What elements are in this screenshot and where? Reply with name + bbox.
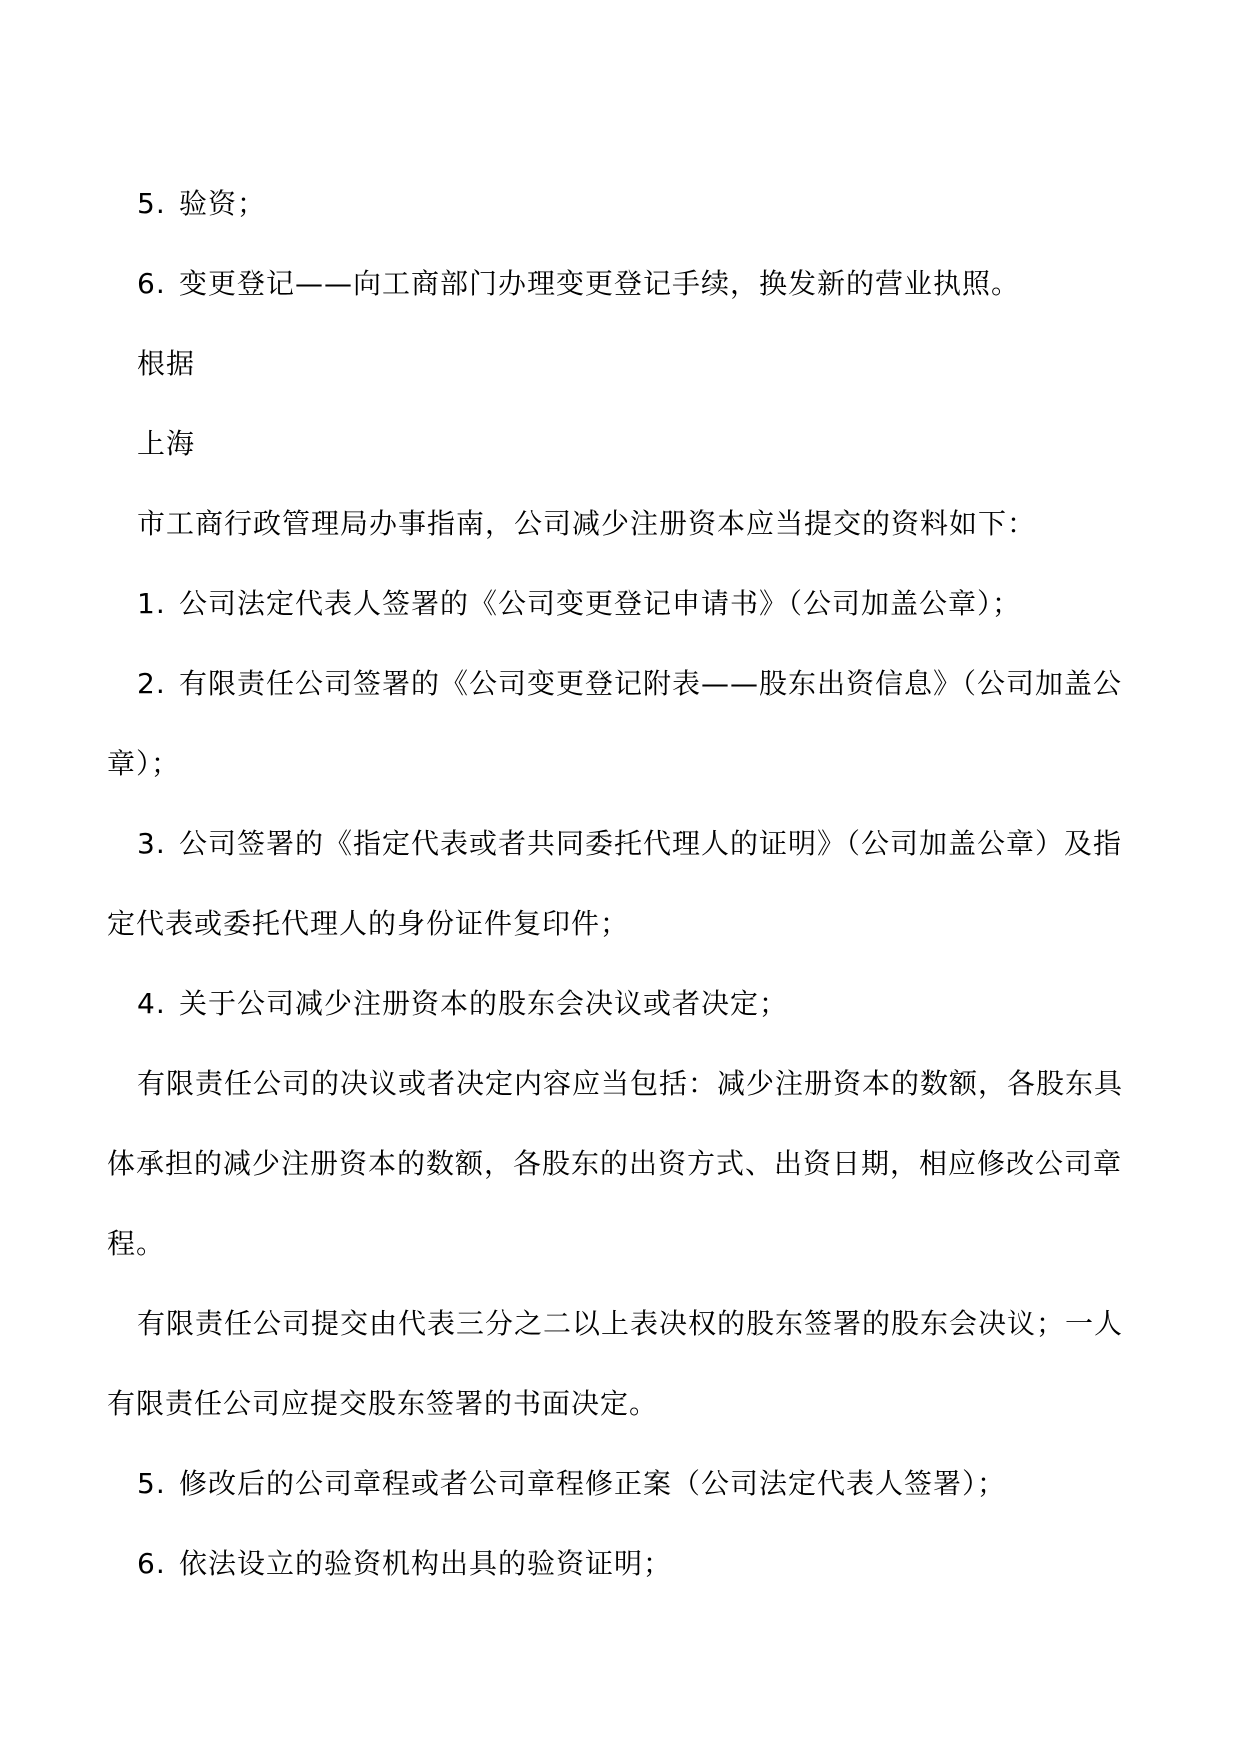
paragraph (107, 484, 1137, 564)
list-item (107, 564, 1137, 644)
item-number: 2. (137, 667, 166, 700)
paragraph-text: 有限责任公司的决议或者决定内容应当包括：减少注册资本的数额，各股东具体承担的减少注册资本的数额，各股东的出资方式、出资日期，相应修改公司章程。 (107, 1067, 1124, 1260)
list-item (107, 644, 1137, 804)
item-text: 修改后的公司章程或者公司章程修正案（公司法定代表人签署）； (179, 1467, 1007, 1500)
document-body (107, 164, 1137, 1604)
item-text: 有限责任公司签署的《公司变更登记附表——股东出资信息》（公司加盖公章）； (107, 667, 1123, 780)
list-item (107, 1524, 1137, 1604)
paragraph-text: 市工商行政管理局办事指南，公司减少注册资本应当提交的资料如下： (137, 507, 1037, 540)
paragraph (107, 1044, 1137, 1284)
paragraph-text: 有限责任公司提交由代表三分之二以上表决权的股东签署的股东会决议；一人有限责任公司应提交股东签署的书面决定。 (107, 1307, 1124, 1420)
item-text: 验资； (179, 187, 267, 220)
list-item (107, 1444, 1137, 1524)
list-item (107, 164, 1137, 244)
item-number: 5. (137, 1467, 166, 1500)
item-number: 4. (137, 987, 166, 1020)
item-number: 3. (137, 827, 166, 860)
list-item (107, 964, 1137, 1044)
item-number: 6. (137, 1547, 166, 1580)
paragraph-text: 根据 (137, 347, 196, 380)
item-text: 变更登记——向工商部门办理变更登记手续，换发新的营业执照。 (179, 267, 1021, 300)
item-number: 6. (137, 267, 166, 300)
item-text: 关于公司减少注册资本的股东会决议或者决定； (179, 987, 789, 1020)
item-number: 5. (137, 187, 166, 220)
item-number: 1. (137, 587, 166, 620)
list-item (107, 244, 1137, 324)
paragraph (107, 324, 1137, 404)
item-text: 依法设立的验资机构出具的验资证明； (179, 1547, 673, 1580)
list-item (107, 804, 1137, 964)
paragraph (107, 404, 1137, 484)
paragraph-text: 上海 (137, 427, 196, 460)
item-text: 公司签署的《指定代表或者共同委托代理人的证明》（公司加盖公章）及指定代表或委托代理人的身份证件复印件； (107, 827, 1123, 940)
item-text: 公司法定代表人签署的《公司变更登记申请书》（公司加盖公章）； (179, 587, 1022, 620)
paragraph (107, 1284, 1137, 1444)
